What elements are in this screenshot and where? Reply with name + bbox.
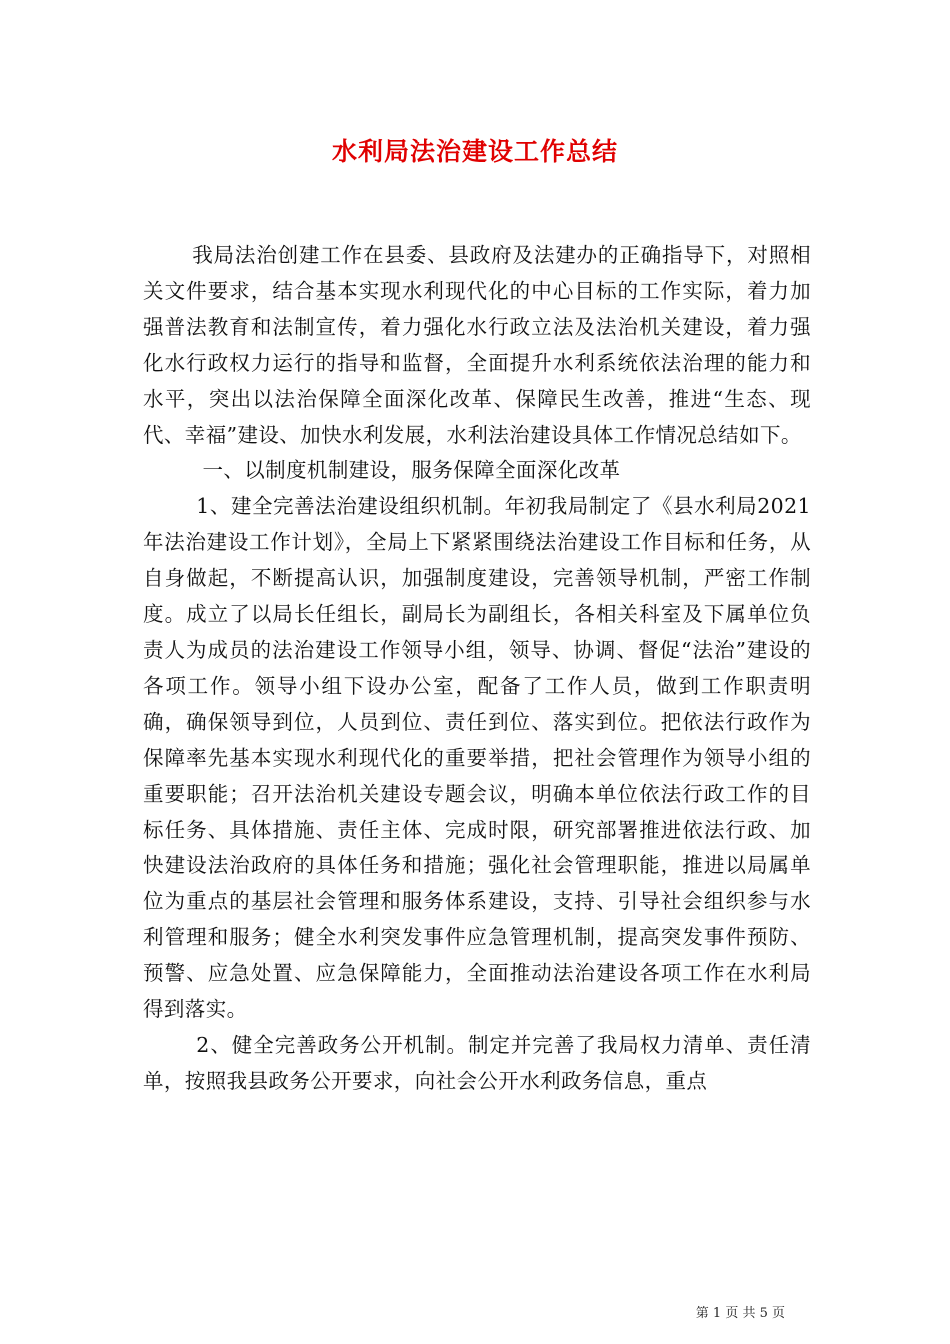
document-body <box>143 238 811 1100</box>
section-heading-1: 一、以制度机制建设，服务保障全面深化改革 <box>202 458 621 483</box>
paragraph-item-2: 2、健全完善政务公开机制。制定并完善了我局权力清单、责任清单，按照我县政务公开要求，向社会公开水利政务信息，重点 <box>143 1032 811 1093</box>
page-indicator: 第 1 页 共 5 页 <box>695 1306 785 1321</box>
document-title: 水利局法治建设工作总结 <box>331 137 618 166</box>
paragraph-intro: 我局法治创建工作在县委、县政府及法建办的正确指导下，对照相关文件要求，结合基本实现水利现代化的中心目标的工作实际，着力加强普法教育和法制宣传，着力强化水行政立法及法治机关建设，着力强化水行政权力运行的指导和监督，全面提升水利系统依法治理的能力和水平，突出以法治保障全面深化改革、保障民生改善，推进“生态、现代、幸福”建设、加快水利发展，水利法治建设具体工作情况总结如下。 <box>143 243 811 447</box>
paragraph-item-1: 1、建全完善法治建设组织机制。年初我局制定了《县水利局2021年法治建设工作计划》，全局上下紧紧围绕法治建设工作目标和任务，从自身做起，不断提高认识，加强制度建设，完善领导机制，严密工作制度。成立了以局长任组长，副局长为副组长，各相关科室及下属单位负责人为成员的法治建设工作领导小组，领导、协调、督促“法治”建设的各项工作。领导小组下设办公室，配备了工作人员，做到工作职责明确，确保领导到位，人员到位、责任到位、落实到位。把依法行政作为保障率先基本实现水利现代化的重要举措，把社会管理作为领导小组的重要职能；召开法治机关建设专题会议，明确本单位依法行政工作的目标任务、具体措施、责任主体、完成时限，研究部署推进依法行政、加快建设法治政府的具体任务和措施；强化社会管理职能，推进以局属单位为重点的基层社会管理和服务体系建设，支持、引导社会组织参与水利管理和服务；健全水利突发事件应急管理机制，提高突发事件预防、预警、应急处置、应急保障能力，全面推动法治建设各项工作在水利局得到落实。 <box>143 494 811 1022</box>
